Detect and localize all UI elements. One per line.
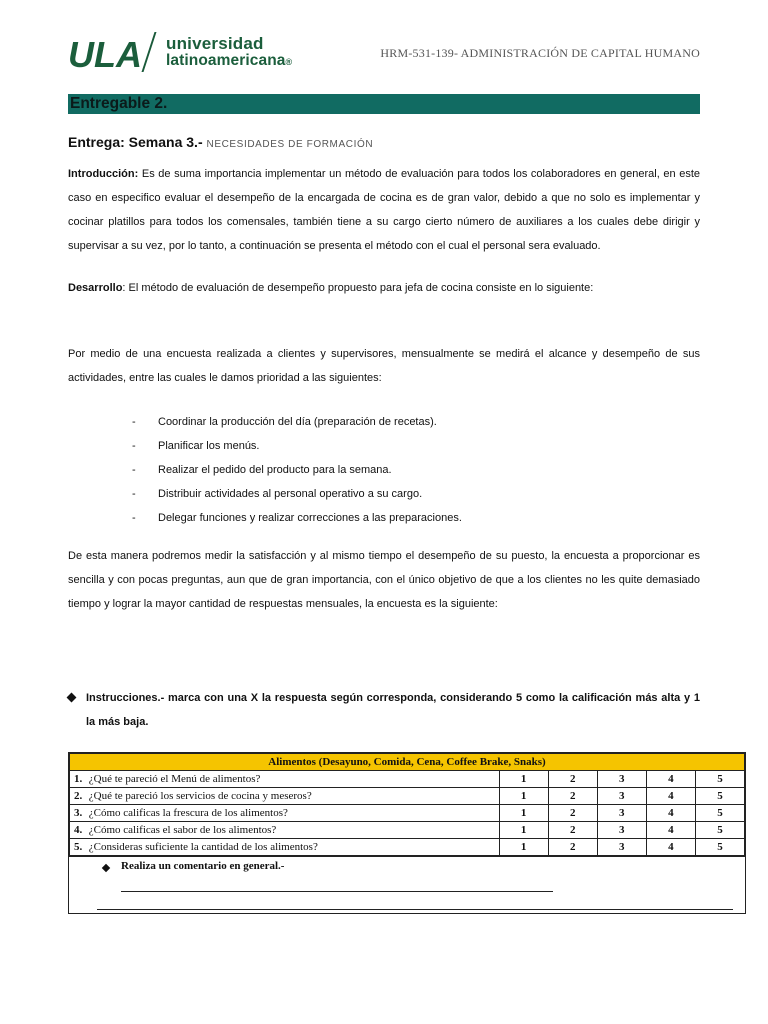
intro-label: Introducción: bbox=[68, 168, 139, 180]
list-dash: - bbox=[132, 464, 136, 476]
logo-line-2 bbox=[166, 52, 326, 71]
survey-header: Alimentos (Desayuno, Comida, Cena, Coffee Brake, Snaks) bbox=[70, 754, 745, 771]
encuesta-paragraph: Por medio de una encuesta realizada a clientes y supervisores, mensualmente se medirá el alcance y desempeño de sus actividades, entre las cuales le damos prioridad a las siguientes: bbox=[68, 348, 700, 384]
list-item bbox=[132, 410, 692, 434]
question-number: 2. bbox=[74, 790, 83, 802]
question-text: ¿Qué te pareció los servicios de cocina y meseros? bbox=[88, 790, 312, 802]
document-header bbox=[68, 28, 700, 80]
list-item-text: Planificar los menús. bbox=[158, 440, 260, 452]
score-option[interactable]: 3 bbox=[597, 805, 646, 822]
score-option[interactable]: 2 bbox=[548, 771, 597, 788]
question-cell bbox=[70, 839, 500, 856]
list-dash: - bbox=[132, 440, 136, 452]
score-option[interactable]: 4 bbox=[646, 839, 695, 856]
comment-line[interactable] bbox=[97, 909, 733, 910]
table-row bbox=[70, 805, 745, 822]
logo-mark-text: ULA bbox=[68, 34, 142, 74]
score-option[interactable]: 1 bbox=[499, 839, 548, 856]
list-dash: - bbox=[132, 512, 136, 524]
table-row bbox=[70, 788, 745, 805]
instructions bbox=[68, 686, 700, 734]
score-option[interactable]: 1 bbox=[499, 788, 548, 805]
list-item-text: Coordinar la producción del día (preparación de recetas). bbox=[158, 416, 437, 428]
question-cell bbox=[70, 805, 500, 822]
score-option[interactable]: 5 bbox=[695, 822, 744, 839]
list-item-text: Distribuir actividades al personal operativo a su cargo. bbox=[158, 488, 423, 500]
desarrollo-label: Desarrollo bbox=[68, 282, 123, 294]
question-number: 3. bbox=[74, 807, 83, 819]
logo-wordmark bbox=[166, 35, 326, 71]
score-option[interactable]: 3 bbox=[597, 771, 646, 788]
score-option[interactable]: 3 bbox=[597, 839, 646, 856]
comment-label: Realiza un comentario en general.- bbox=[121, 860, 285, 872]
activity-list bbox=[132, 410, 692, 530]
score-option[interactable]: 4 bbox=[646, 805, 695, 822]
desarrollo-paragraph bbox=[68, 276, 700, 300]
score-option[interactable]: 3 bbox=[597, 788, 646, 805]
list-dash: - bbox=[132, 488, 136, 500]
table-row bbox=[70, 839, 745, 856]
entrega-label: Entrega: Semana 3.- bbox=[68, 134, 203, 150]
ula-logo-icon bbox=[68, 34, 152, 74]
intro-paragraph bbox=[68, 162, 700, 258]
question-cell bbox=[70, 788, 500, 805]
score-option[interactable]: 4 bbox=[646, 788, 695, 805]
diamond-bullet-icon bbox=[102, 864, 110, 872]
score-option[interactable]: 2 bbox=[548, 839, 597, 856]
section-title: Entregable 2. bbox=[70, 95, 168, 112]
logo-line-2-text: latinoamericana bbox=[166, 52, 286, 69]
desarrollo-text: : El método de evaluación de desempeño propuesto para jefa de cocina consiste en lo siguiente: bbox=[122, 282, 594, 294]
score-option[interactable]: 1 bbox=[499, 822, 548, 839]
diamond-bullet-icon bbox=[67, 693, 77, 703]
score-option[interactable]: 1 bbox=[499, 771, 548, 788]
list-item-text: Realizar el pedido del producto para la semana. bbox=[158, 464, 392, 476]
survey-header-row bbox=[70, 754, 745, 771]
list-item bbox=[132, 506, 692, 530]
comment-line[interactable] bbox=[121, 891, 553, 892]
question-text: ¿Cómo calificas la frescura de los alimentos? bbox=[88, 807, 288, 819]
score-option[interactable]: 2 bbox=[548, 788, 597, 805]
intro-text: Es de suma importancia implementar un método de evaluación para todos los colaboradores en general, en este caso en especifico evaluar el desempeño de la encargada de cocina es de gran valor, debido a que no solo es implementar y cocinar platillos para todos los comensales, también tiene a su cargo cierto número de auxiliares a los cuales debe dirigir y supervisar a su vez, por lo tanto, a continuación se presenta el método con el cual el personal sera evaluado. bbox=[68, 168, 700, 252]
list-item bbox=[132, 434, 692, 458]
list-item-text: Delegar funciones y realizar correcciones a las preparaciones. bbox=[158, 512, 462, 524]
logo-line-1: universidad bbox=[166, 34, 264, 53]
entrega-subtitle: NECESIDADES DE FORMACIÓN bbox=[206, 139, 374, 150]
question-cell bbox=[70, 822, 500, 839]
registered-mark: ® bbox=[285, 57, 293, 67]
score-option[interactable]: 3 bbox=[597, 822, 646, 839]
instructions-text: Instrucciones.- marca con una X la respuesta según corresponda, considerando 5 como la calificación más alta y 1 la más baja. bbox=[86, 692, 700, 728]
score-option[interactable]: 1 bbox=[499, 805, 548, 822]
question-number: 5. bbox=[74, 841, 83, 853]
score-option[interactable]: 4 bbox=[646, 822, 695, 839]
question-text: ¿Qué te pareció el Menú de alimentos? bbox=[88, 773, 261, 785]
survey-table bbox=[68, 752, 746, 914]
question-cell bbox=[70, 771, 500, 788]
question-number: 4. bbox=[74, 824, 83, 836]
course-code: HRM-531-139- ADMINISTRACIÓN DE CAPITAL HUMANO bbox=[380, 46, 700, 60]
score-option[interactable]: 5 bbox=[695, 805, 744, 822]
score-option[interactable]: 5 bbox=[695, 839, 744, 856]
comment-section bbox=[69, 856, 745, 913]
list-item bbox=[132, 482, 692, 506]
score-option[interactable]: 5 bbox=[695, 788, 744, 805]
question-text: ¿Consideras suficiente la cantidad de los alimentos? bbox=[88, 841, 318, 853]
table-row bbox=[70, 771, 745, 788]
question-number: 1. bbox=[74, 773, 83, 785]
score-option[interactable]: 2 bbox=[548, 805, 597, 822]
score-option[interactable]: 2 bbox=[548, 822, 597, 839]
entrega-heading bbox=[68, 134, 373, 150]
satisfaccion-paragraph: De esta manera podremos medir la satisfacción y al mismo tiempo el desempeño de su puesto, la encuesta a proporcionar es sencilla y con pocas preguntas, aun que de gran importancia, con el único objetivo de que a los clientes no les quite demasiado tiempo y lograr la mayor cantidad de respuestas mensuales, la encuesta es la siguiente: bbox=[68, 550, 700, 610]
score-option[interactable]: 4 bbox=[646, 771, 695, 788]
score-option[interactable]: 5 bbox=[695, 771, 744, 788]
list-item bbox=[132, 458, 692, 482]
table-row bbox=[70, 822, 745, 839]
question-text: ¿Cómo calificas el sabor de los alimentos? bbox=[88, 824, 277, 836]
list-dash: - bbox=[132, 416, 136, 428]
university-logo bbox=[68, 30, 293, 78]
